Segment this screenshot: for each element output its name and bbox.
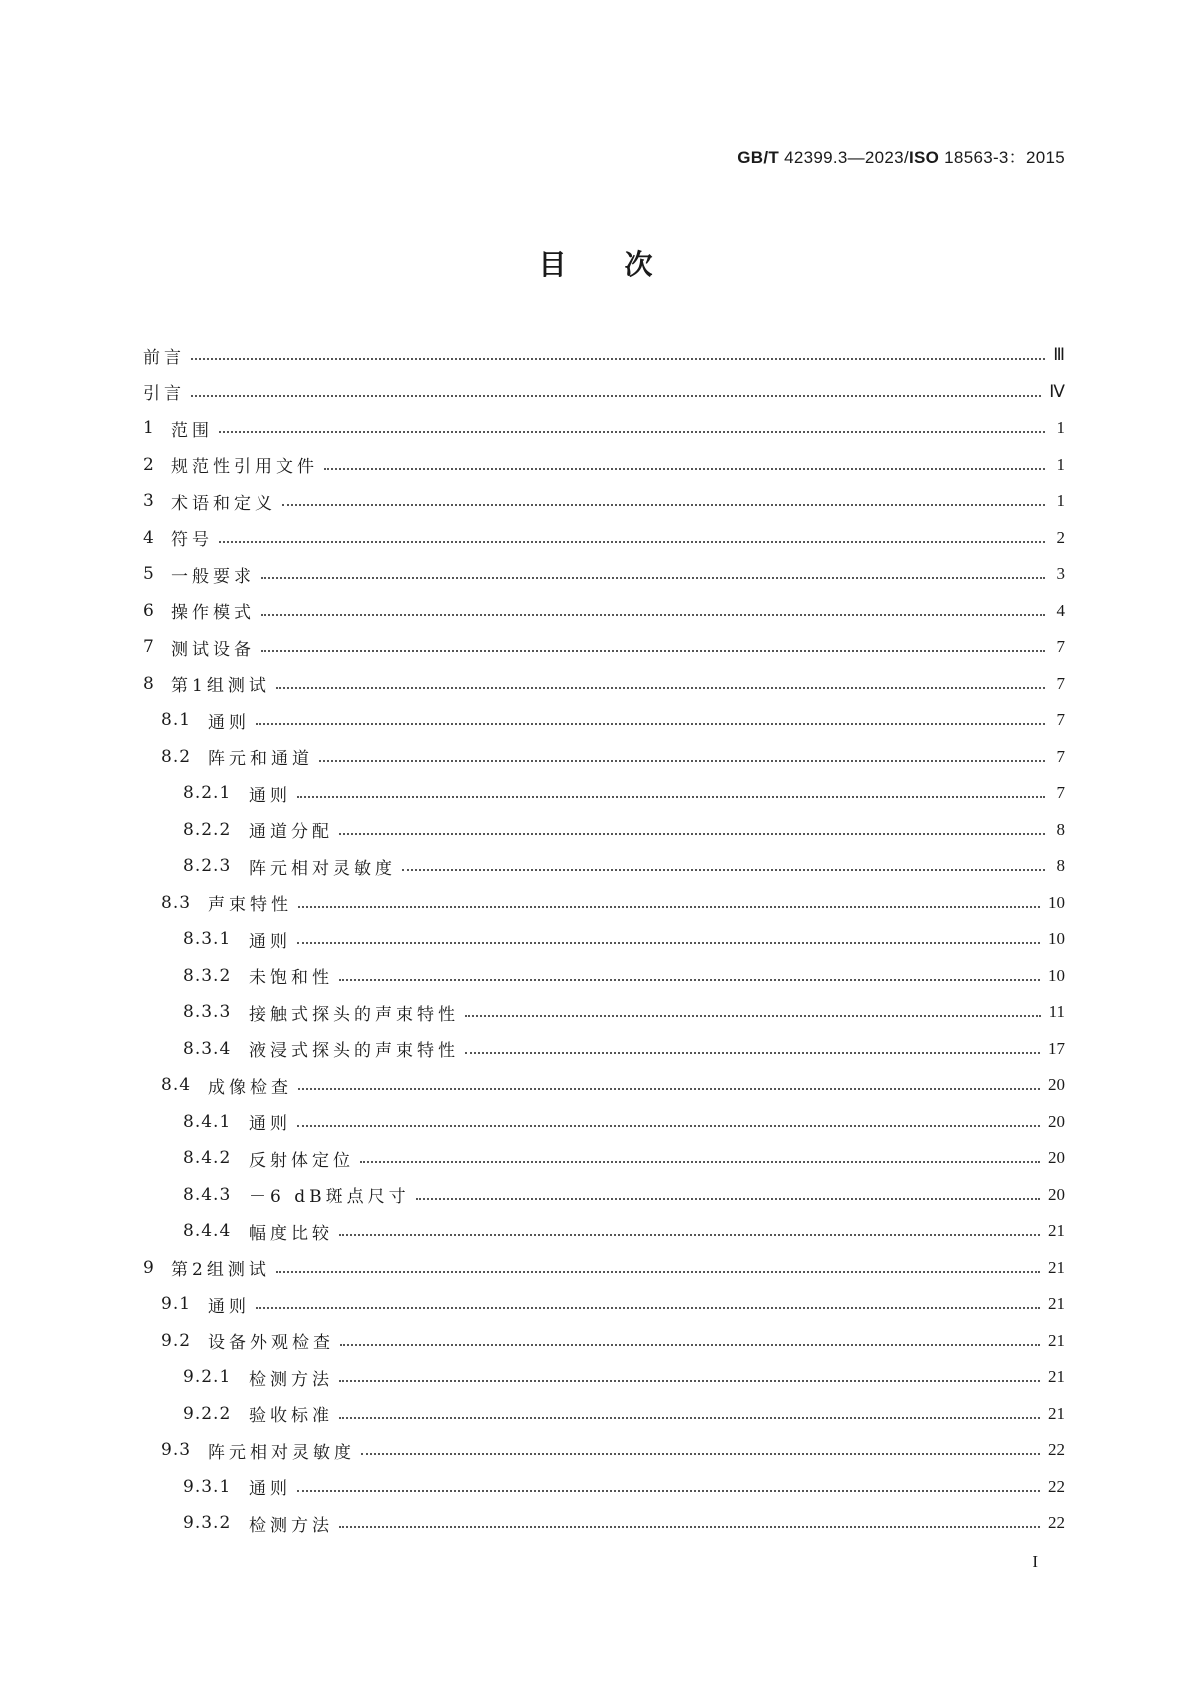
toc-dot-leader <box>340 1344 1040 1346</box>
toc-entry-number: 2 <box>143 454 155 475</box>
toc-entry-number: 7 <box>143 637 155 658</box>
toc-entry[interactable] <box>143 775 1065 812</box>
toc-entry-label: 引言 <box>143 384 185 405</box>
table-of-contents <box>143 337 1065 1542</box>
toc-dot-leader <box>297 1490 1040 1492</box>
toc-dot-leader <box>191 358 1045 360</box>
toc-entry[interactable] <box>143 1359 1065 1396</box>
toc-dot-leader <box>261 614 1045 616</box>
toc-entry-page: 21 <box>1048 1221 1065 1241</box>
toc-dot-leader <box>261 650 1045 652</box>
toc-entry[interactable] <box>143 556 1065 593</box>
page-title: 目次 <box>538 248 711 281</box>
toc-entry-page: 21 <box>1048 1294 1065 1314</box>
toc-dot-leader <box>465 1015 1041 1017</box>
toc-entry-label: 前言 <box>143 347 185 368</box>
toc-dot-leader <box>298 1088 1040 1090</box>
toc-entry-label: 通则 <box>249 1479 291 1500</box>
toc-entry-page: 21 <box>1048 1257 1065 1277</box>
toc-entry-label: 符号 <box>171 530 213 551</box>
toc-entry-number: 9.1 <box>161 1294 192 1315</box>
toc-entry-number: 9.3 <box>161 1440 192 1461</box>
toc-dot-leader <box>339 1526 1040 1528</box>
toc-dot-leader <box>191 395 1041 397</box>
toc-entry-number: 8.2.2 <box>183 819 232 840</box>
toc-entry-number: 1 <box>143 418 155 439</box>
toc-entry-page: 8 <box>1056 819 1065 839</box>
toc-entry-page: 7 <box>1056 673 1065 693</box>
toc-entry-page: 22 <box>1048 1476 1065 1496</box>
toc-entry[interactable] <box>143 1213 1065 1250</box>
toc-entry[interactable] <box>143 629 1065 666</box>
toc-dot-leader <box>339 1234 1040 1236</box>
toc-entry-label: 通则 <box>249 1114 291 1135</box>
toc-entry[interactable] <box>143 994 1065 1031</box>
toc-entry[interactable] <box>143 1432 1065 1469</box>
toc-dot-leader <box>219 541 1045 543</box>
toc-entry-label: 一般要求 <box>171 566 255 587</box>
toc-dot-leader <box>339 979 1040 981</box>
toc-dot-leader <box>339 1380 1040 1382</box>
toc-entry-page: 10 <box>1048 965 1065 985</box>
toc-dot-leader <box>319 760 1045 762</box>
toc-entry-label: 第1组测试 <box>171 676 270 697</box>
toc-entry-page: 21 <box>1048 1330 1065 1350</box>
toc-entry[interactable] <box>143 1323 1065 1360</box>
toc-entry-page: 10 <box>1048 929 1065 949</box>
toc-entry-page: Ⅲ <box>1053 345 1065 365</box>
toc-entry-number: 8.4.2 <box>183 1148 232 1169</box>
iso-prefix: ISO <box>908 148 940 167</box>
toc-entry-page: 22 <box>1048 1440 1065 1460</box>
toc-entry-number: 6 <box>143 600 155 621</box>
toc-entry-page: 21 <box>1048 1367 1065 1387</box>
toc-entry-page: 20 <box>1048 1111 1065 1131</box>
toc-entry[interactable] <box>143 447 1065 484</box>
toc-entry[interactable] <box>143 1396 1065 1433</box>
toc-entry-page: 20 <box>1048 1184 1065 1204</box>
toc-entry[interactable] <box>143 1469 1065 1506</box>
toc-entry-label: 幅度比较 <box>249 1223 333 1244</box>
toc-entry-label: 检测方法 <box>249 1369 333 1390</box>
toc-entry-number: 9.3.2 <box>183 1513 232 1534</box>
toc-entry-number: 8.4.4 <box>183 1221 232 1242</box>
toc-dot-leader <box>297 796 1045 798</box>
toc-entry-label: 阵元相对灵敏度 <box>208 1442 355 1463</box>
toc-entry-label: 通则 <box>249 931 291 952</box>
toc-entry-page: 7 <box>1056 746 1065 766</box>
toc-entry[interactable] <box>143 374 1065 411</box>
toc-entry-page: 3 <box>1056 564 1065 584</box>
toc-entry-page: 21 <box>1048 1403 1065 1423</box>
toc-entry-number: 9.2.2 <box>183 1403 232 1424</box>
toc-entry-number: 8.4.3 <box>183 1184 232 1205</box>
toc-entry[interactable] <box>143 1104 1065 1141</box>
toc-dot-leader <box>402 869 1045 871</box>
toc-entry-number: 8.1 <box>161 710 192 731</box>
toc-entry-page: 7 <box>1056 637 1065 657</box>
toc-entry-label: 验收标准 <box>249 1406 333 1427</box>
toc-entry-page: 7 <box>1056 783 1065 803</box>
toc-entry-label: 规范性引用文件 <box>171 457 318 478</box>
standard-code-prefix: GB/T <box>737 148 780 167</box>
toc-entry-label: 通则 <box>208 712 250 733</box>
iso-number: 18563-3：2015 <box>939 148 1065 167</box>
toc-entry-number: 9.3.1 <box>183 1476 232 1497</box>
toc-entry-number: 8.3 <box>161 892 192 913</box>
toc-entry[interactable] <box>143 1177 1065 1214</box>
toc-entry-label: 操作模式 <box>171 603 255 624</box>
toc-entry-label: 设备外观检查 <box>208 1333 334 1354</box>
toc-entry-page: 20 <box>1048 1148 1065 1168</box>
toc-entry-page: 8 <box>1056 856 1065 876</box>
toc-entry-page: 1 <box>1056 454 1065 474</box>
toc-entry[interactable] <box>143 1067 1065 1104</box>
toc-entry-label: 声束特性 <box>208 895 292 916</box>
toc-entry-page: 10 <box>1048 892 1065 912</box>
toc-entry[interactable] <box>143 921 1065 958</box>
toc-dot-leader <box>219 431 1045 433</box>
toc-entry-label: 通则 <box>249 785 291 806</box>
toc-dot-leader <box>261 577 1045 579</box>
toc-entry-page: 20 <box>1048 1075 1065 1095</box>
toc-entry-label: 检测方法 <box>249 1515 333 1536</box>
toc-entry-number: 8.3.1 <box>183 929 232 950</box>
toc-entry-page: 4 <box>1056 600 1065 620</box>
toc-dot-leader <box>465 1052 1040 1054</box>
toc-dot-leader <box>297 942 1040 944</box>
toc-dot-leader <box>256 1307 1040 1309</box>
toc-dot-leader <box>282 504 1045 506</box>
toc-dot-leader <box>276 1271 1040 1273</box>
toc-entry-number: 8.3.4 <box>183 1038 232 1059</box>
toc-entry[interactable] <box>143 520 1065 557</box>
toc-entry[interactable] <box>143 1250 1065 1287</box>
toc-entry-number: 8.3.3 <box>183 1002 232 1023</box>
toc-entry-label: 阵元和通道 <box>208 749 313 770</box>
toc-entry-number: 8 <box>143 673 155 694</box>
toc-entry-number: 3 <box>143 491 155 512</box>
toc-entry-page: 2 <box>1056 527 1065 547</box>
toc-entry[interactable] <box>143 483 1065 520</box>
toc-entry-number: 8.2 <box>161 746 192 767</box>
toc-dot-leader <box>339 833 1045 835</box>
toc-entry-number: 8.4.1 <box>183 1111 232 1132</box>
toc-entry[interactable] <box>143 410 1065 447</box>
toc-entry-label: 通则 <box>208 1296 250 1317</box>
toc-entry-page: 17 <box>1048 1038 1065 1058</box>
toc-dot-leader <box>360 1161 1040 1163</box>
toc-entry-number: 4 <box>143 527 155 548</box>
toc-entry[interactable] <box>143 702 1065 739</box>
toc-entry[interactable] <box>143 1505 1065 1542</box>
standard-code-header <box>737 143 1065 168</box>
toc-entry-number: 9 <box>143 1257 155 1278</box>
toc-dot-leader <box>339 1417 1040 1419</box>
toc-entry-number: 5 <box>143 564 155 585</box>
toc-dot-leader <box>297 1125 1040 1127</box>
toc-entry-number: 8.2.3 <box>183 856 232 877</box>
toc-entry-label: 阵元相对灵敏度 <box>249 858 396 879</box>
toc-entry-page: Ⅳ <box>1049 381 1065 401</box>
toc-entry-page: 7 <box>1056 710 1065 730</box>
toc-entry-page: 1 <box>1056 491 1065 511</box>
toc-entry-number: 9.2 <box>161 1330 192 1351</box>
toc-entry-number: 8.3.2 <box>183 965 232 986</box>
toc-entry-label: 液浸式探头的声束特性 <box>249 1041 459 1062</box>
toc-entry[interactable] <box>143 337 1065 374</box>
toc-entry-label: 范围 <box>171 420 213 441</box>
toc-entry-label: 成像检查 <box>208 1077 292 1098</box>
toc-entry[interactable] <box>143 1140 1065 1177</box>
toc-entry[interactable] <box>143 666 1065 703</box>
toc-entry[interactable] <box>143 958 1065 995</box>
page-number: I <box>1032 1552 1038 1571</box>
toc-entry-label: 反射体定位 <box>249 1150 354 1171</box>
toc-entry[interactable] <box>143 739 1065 776</box>
toc-entry-label: 未饱和性 <box>249 968 333 989</box>
toc-entry[interactable] <box>143 885 1065 922</box>
toc-dot-leader <box>416 1198 1040 1200</box>
toc-entry[interactable] <box>143 848 1065 885</box>
toc-entry-label: 第2组测试 <box>171 1260 270 1281</box>
standard-code-number: 42399.3—2023/ <box>779 148 909 167</box>
toc-entry-number: 8.4 <box>161 1075 192 1096</box>
toc-dot-leader <box>256 723 1045 725</box>
toc-entry-label: 术语和定义 <box>171 493 276 514</box>
toc-entry-number: 8.2.1 <box>183 783 232 804</box>
toc-entry-label: 通道分配 <box>249 822 333 843</box>
toc-entry-page: 11 <box>1048 1002 1065 1022</box>
toc-entry[interactable] <box>143 593 1065 630</box>
toc-dot-leader <box>361 1453 1040 1455</box>
toc-entry-label: －6 dB斑点尺寸 <box>249 1187 410 1208</box>
toc-dot-leader <box>276 687 1045 689</box>
toc-entry[interactable] <box>143 812 1065 849</box>
toc-entry-label: 测试设备 <box>171 639 255 660</box>
toc-entry-label: 接触式探头的声束特性 <box>249 1004 459 1025</box>
toc-dot-leader <box>324 468 1045 470</box>
toc-dot-leader <box>298 906 1040 908</box>
toc-entry-page: 1 <box>1056 418 1065 438</box>
toc-entry[interactable] <box>143 1031 1065 1068</box>
toc-entry-page: 22 <box>1048 1513 1065 1533</box>
toc-entry[interactable] <box>143 1286 1065 1323</box>
toc-entry-number: 9.2.1 <box>183 1367 232 1388</box>
